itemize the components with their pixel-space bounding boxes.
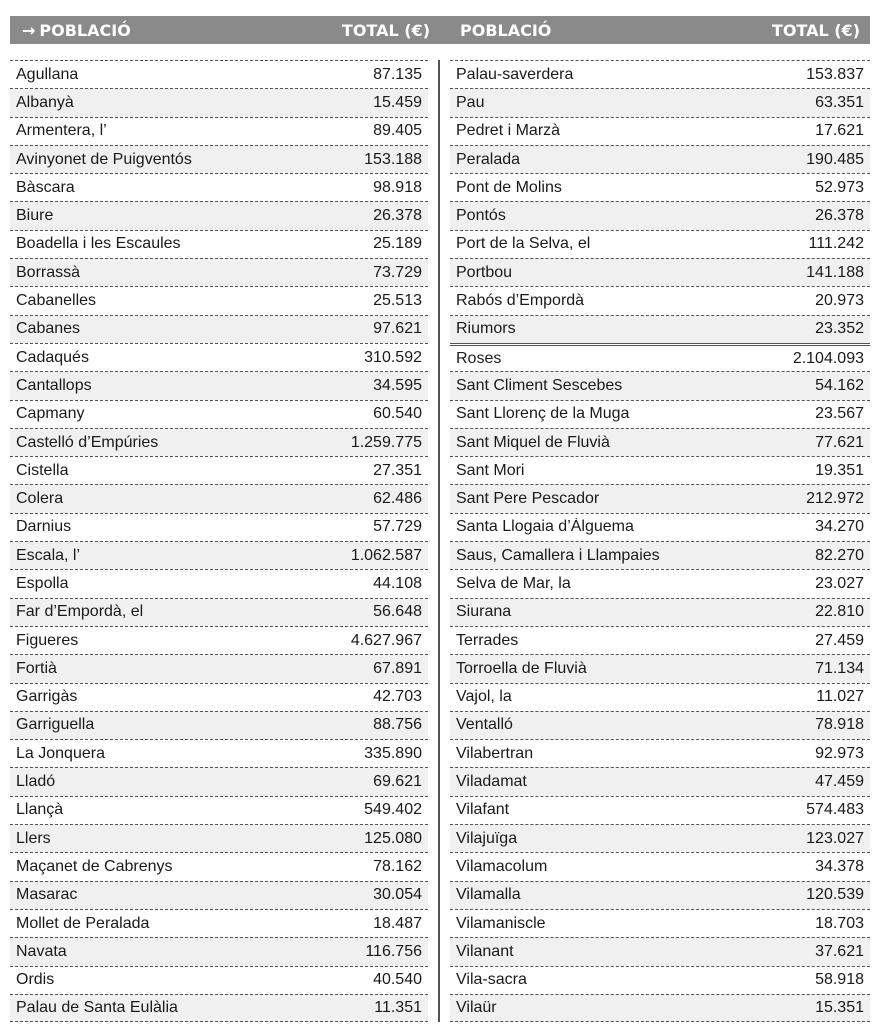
table-row <box>450 852 870 880</box>
municipality-total: 47.459 <box>815 773 864 791</box>
municipality-total: 116.756 <box>365 942 422 960</box>
table-row <box>450 513 870 541</box>
table-row <box>10 881 428 909</box>
table-row <box>450 173 870 201</box>
municipality-total: 120.539 <box>806 886 864 904</box>
municipality-name: Torroella de Fluvià <box>456 659 587 677</box>
municipality-name: Boadella i les Escaules <box>16 235 181 253</box>
table-row <box>450 484 870 512</box>
municipality-name: Sant Climent Sescebes <box>456 376 623 394</box>
municipality-total: 78.162 <box>373 857 422 875</box>
municipality-name: Biure <box>16 207 54 225</box>
table-row <box>10 513 428 541</box>
municipality-name: Albanyà <box>16 93 74 111</box>
municipality-name: Bàscara <box>16 178 75 196</box>
municipality-total: 89.405 <box>373 122 422 140</box>
municipality-total: 2.104.093 <box>792 349 864 367</box>
municipality-table <box>10 16 870 1022</box>
municipality-total: 34.595 <box>373 376 422 394</box>
municipality-total: 26.378 <box>373 207 422 225</box>
table-row <box>450 145 870 173</box>
municipality-total: 87.135 <box>373 65 422 83</box>
table-row <box>10 258 428 286</box>
municipality-name: Castelló d’Empúries <box>16 433 159 451</box>
municipality-total: 23.567 <box>815 405 864 423</box>
municipality-name: Pontós <box>456 207 506 225</box>
table-row <box>10 60 428 88</box>
table-row <box>450 60 870 88</box>
table-row <box>450 371 870 399</box>
table-row <box>450 966 870 994</box>
table-row <box>450 739 870 767</box>
municipality-total: 125.080 <box>364 829 422 847</box>
municipality-total: 42.703 <box>373 688 422 706</box>
municipality-name: Vilaür <box>456 998 497 1016</box>
table-row <box>10 909 428 937</box>
municipality-total: 190.485 <box>806 150 864 168</box>
municipality-total: 34.270 <box>815 518 864 536</box>
municipality-name: Peralada <box>456 150 521 168</box>
table-row <box>10 654 428 682</box>
header-left <box>10 21 440 40</box>
table-row <box>10 852 428 880</box>
municipality-total: 23.352 <box>815 320 864 338</box>
municipality-name: Vilafant <box>456 801 510 819</box>
table-row <box>10 201 428 229</box>
table-row <box>10 598 428 626</box>
table-row <box>450 569 870 597</box>
municipality-name: Pedret i Marzà <box>456 122 561 140</box>
municipality-name: Pont de Molins <box>456 178 562 196</box>
municipality-total: 20.973 <box>815 292 864 310</box>
table-row <box>450 626 870 654</box>
table-row <box>10 400 428 428</box>
municipality-total: 98.918 <box>373 178 422 196</box>
municipality-total: 25.513 <box>373 292 422 310</box>
municipality-total: 71.134 <box>815 659 864 677</box>
municipality-name: Riumors <box>456 320 516 338</box>
table-row <box>10 937 428 965</box>
municipality-name: Port de la Selva, el <box>456 235 591 253</box>
table-row <box>10 824 428 852</box>
municipality-total: 30.054 <box>373 886 422 904</box>
municipality-total: 17.621 <box>815 122 864 140</box>
header-total-left: TOTAL (€) <box>341 20 430 40</box>
municipality-name: Vilabertran <box>456 744 534 762</box>
table-row <box>450 428 870 456</box>
municipality-name: Roses <box>456 349 502 367</box>
municipality-name: Rabós d’Empordà <box>456 292 585 310</box>
municipality-total: 63.351 <box>815 93 864 111</box>
municipality-total: 44.108 <box>373 574 422 592</box>
header-right <box>440 21 870 40</box>
municipality-total: 153.837 <box>806 65 864 83</box>
municipality-name: Vilamaniscle <box>456 914 546 932</box>
left-column <box>10 60 440 1022</box>
municipality-name: Sant Llorenç de la Muga <box>456 405 630 423</box>
municipality-name: Lladó <box>16 773 56 791</box>
municipality-total: 4.627.967 <box>350 631 422 649</box>
table-row <box>10 966 428 994</box>
municipality-name: Avinyonet de Puigventós <box>16 150 192 168</box>
municipality-total: 58.918 <box>815 971 864 989</box>
municipality-total: 1.259.775 <box>350 433 422 451</box>
municipality-name: Siurana <box>456 603 512 621</box>
table-row <box>450 937 870 965</box>
municipality-name: Llançà <box>16 801 64 819</box>
municipality-name: Vajol, la <box>456 688 512 706</box>
table-row <box>10 343 428 371</box>
municipality-name: Far d’Empordà, el <box>16 603 144 621</box>
municipality-total: 82.270 <box>815 546 864 564</box>
municipality-name: Cadaqués <box>16 348 89 366</box>
municipality-total: 335.890 <box>364 744 422 762</box>
right-column <box>440 60 870 1022</box>
table-row <box>10 145 428 173</box>
table-row <box>450 315 870 343</box>
municipality-name: Viladamat <box>456 773 527 791</box>
table-row <box>450 796 870 824</box>
municipality-name: Figueres <box>16 631 79 649</box>
municipality-name: Cabanes <box>16 320 81 338</box>
municipality-name: Fortià <box>16 659 57 677</box>
table-row <box>10 88 428 116</box>
municipality-name: Cabanelles <box>16 292 97 310</box>
municipality-name: Palau de Santa Eulàlia <box>16 998 178 1016</box>
municipality-total: 111.242 <box>808 235 864 253</box>
municipality-total: 212.972 <box>806 490 864 508</box>
municipality-total: 549.402 <box>364 801 422 819</box>
municipality-name: Darnius <box>16 518 72 536</box>
table-row <box>450 881 870 909</box>
municipality-total: 37.621 <box>815 942 864 960</box>
table-row <box>10 117 428 145</box>
table-row <box>10 767 428 795</box>
table-row <box>450 909 870 937</box>
table-row <box>10 371 428 399</box>
municipality-name: Vilanant <box>456 942 514 960</box>
municipality-name: La Jonquera <box>16 744 105 762</box>
municipality-total: 67.891 <box>373 659 422 677</box>
municipality-total: 574.483 <box>806 801 864 819</box>
municipality-total: 19.351 <box>815 461 864 479</box>
municipality-name: Ordis <box>16 971 55 989</box>
table-header <box>10 16 870 44</box>
municipality-total: 54.162 <box>815 376 864 394</box>
table-row <box>450 994 870 1022</box>
municipality-total: 15.459 <box>373 93 422 111</box>
municipality-name: Palau-saverdera <box>456 65 574 83</box>
municipality-total: 15.351 <box>815 998 864 1016</box>
municipality-total: 11.027 <box>816 688 864 706</box>
municipality-name: Borrassà <box>16 263 81 281</box>
municipality-total: 123.027 <box>806 829 864 847</box>
table-row <box>450 400 870 428</box>
municipality-name: Cantallops <box>16 376 92 394</box>
municipality-total: 27.459 <box>815 631 864 649</box>
municipality-name: Sant Pere Pescador <box>456 490 600 508</box>
municipality-total: 23.027 <box>815 574 864 592</box>
municipality-total: 11.351 <box>374 998 422 1016</box>
municipality-name: Escala, l’ <box>16 546 81 564</box>
table-row <box>10 428 428 456</box>
table-row <box>10 286 428 314</box>
table-row <box>450 201 870 229</box>
municipality-total: 60.540 <box>373 405 422 423</box>
municipality-name: Portbou <box>456 263 513 281</box>
municipality-name: Cistella <box>16 461 69 479</box>
municipality-name: Sant Mori <box>456 461 525 479</box>
municipality-name: Selva de Mar, la <box>456 574 571 592</box>
header-total-right: TOTAL (€) <box>771 20 860 40</box>
municipality-total: 27.351 <box>373 461 422 479</box>
municipality-name: Garrigàs <box>16 688 78 706</box>
municipality-name: Colera <box>16 490 64 508</box>
table-row <box>450 683 870 711</box>
municipality-total: 57.729 <box>373 518 422 536</box>
table-row <box>10 456 428 484</box>
municipality-name: Garriguella <box>16 716 95 734</box>
table-row <box>10 626 428 654</box>
table-row <box>10 739 428 767</box>
table-row <box>10 683 428 711</box>
table-row <box>450 824 870 852</box>
municipality-total: 18.487 <box>373 914 422 932</box>
municipality-name: Terrades <box>456 631 519 649</box>
municipality-total: 26.378 <box>815 207 864 225</box>
table-row <box>450 711 870 739</box>
municipality-total: 22.810 <box>815 603 864 621</box>
table-row <box>10 541 428 569</box>
table-row <box>10 484 428 512</box>
municipality-total: 1.062.587 <box>350 546 422 564</box>
municipality-total: 153.188 <box>364 150 422 168</box>
table-row <box>10 173 428 201</box>
municipality-total: 77.621 <box>815 433 864 451</box>
table-row <box>450 541 870 569</box>
municipality-name: Vilamalla <box>456 886 521 904</box>
table-row <box>450 88 870 116</box>
table-row <box>450 767 870 795</box>
municipality-total: 62.486 <box>373 490 422 508</box>
municipality-name: Saus, Camallera i Llampaies <box>456 546 660 564</box>
municipality-total: 25.189 <box>373 235 422 253</box>
table-row <box>450 258 870 286</box>
table-row <box>10 230 428 258</box>
municipality-total: 88.756 <box>373 716 422 734</box>
municipality-total: 97.621 <box>373 320 422 338</box>
municipality-total: 69.621 <box>373 773 422 791</box>
table-row <box>10 711 428 739</box>
municipality-name: Sant Miquel de Fluvià <box>456 433 610 451</box>
municipality-name: Maçanet de Cabrenys <box>16 857 173 875</box>
table-body <box>10 60 870 1022</box>
municipality-name: Navata <box>16 942 67 960</box>
arrow-right-icon: → <box>22 20 36 40</box>
municipality-total: 310.592 <box>364 348 422 366</box>
municipality-total: 18.703 <box>815 914 864 932</box>
municipality-total: 52.973 <box>815 178 864 196</box>
municipality-total: 34.378 <box>815 857 864 875</box>
municipality-name: Ventalló <box>456 716 513 734</box>
table-row <box>450 456 870 484</box>
municipality-name: Mollet de Peralada <box>16 914 150 932</box>
municipality-name: Vilajuïga <box>456 829 518 847</box>
table-row <box>450 286 870 314</box>
municipality-total: 73.729 <box>373 263 422 281</box>
municipality-name: Santa Llogaia d’Àlguema <box>456 518 634 536</box>
municipality-name: Pau <box>456 93 485 111</box>
municipality-name: Masarac <box>16 886 78 904</box>
municipality-name: Agullana <box>16 65 79 83</box>
header-poblacio-left: POBLACIÓ <box>39 20 131 40</box>
header-poblacio-right: POBLACIÓ <box>460 20 552 40</box>
municipality-name: Armentera, l’ <box>16 122 107 140</box>
table-row <box>450 230 870 258</box>
municipality-name: Vilamacolum <box>456 857 548 875</box>
municipality-name: Vila-sacra <box>456 971 527 989</box>
municipality-name: Llers <box>16 829 51 847</box>
table-row <box>10 796 428 824</box>
municipality-name: Espolla <box>16 574 69 592</box>
table-row <box>450 117 870 145</box>
table-row <box>450 654 870 682</box>
municipality-total: 78.918 <box>815 716 864 734</box>
municipality-name: Capmany <box>16 405 85 423</box>
municipality-total: 40.540 <box>373 971 422 989</box>
municipality-total: 141.188 <box>806 263 864 281</box>
table-row <box>10 994 428 1022</box>
municipality-total: 92.973 <box>815 744 864 762</box>
municipality-total: 56.648 <box>373 603 422 621</box>
table-row <box>10 569 428 597</box>
table-row <box>10 315 428 343</box>
table-row <box>450 343 870 371</box>
table-row <box>450 598 870 626</box>
